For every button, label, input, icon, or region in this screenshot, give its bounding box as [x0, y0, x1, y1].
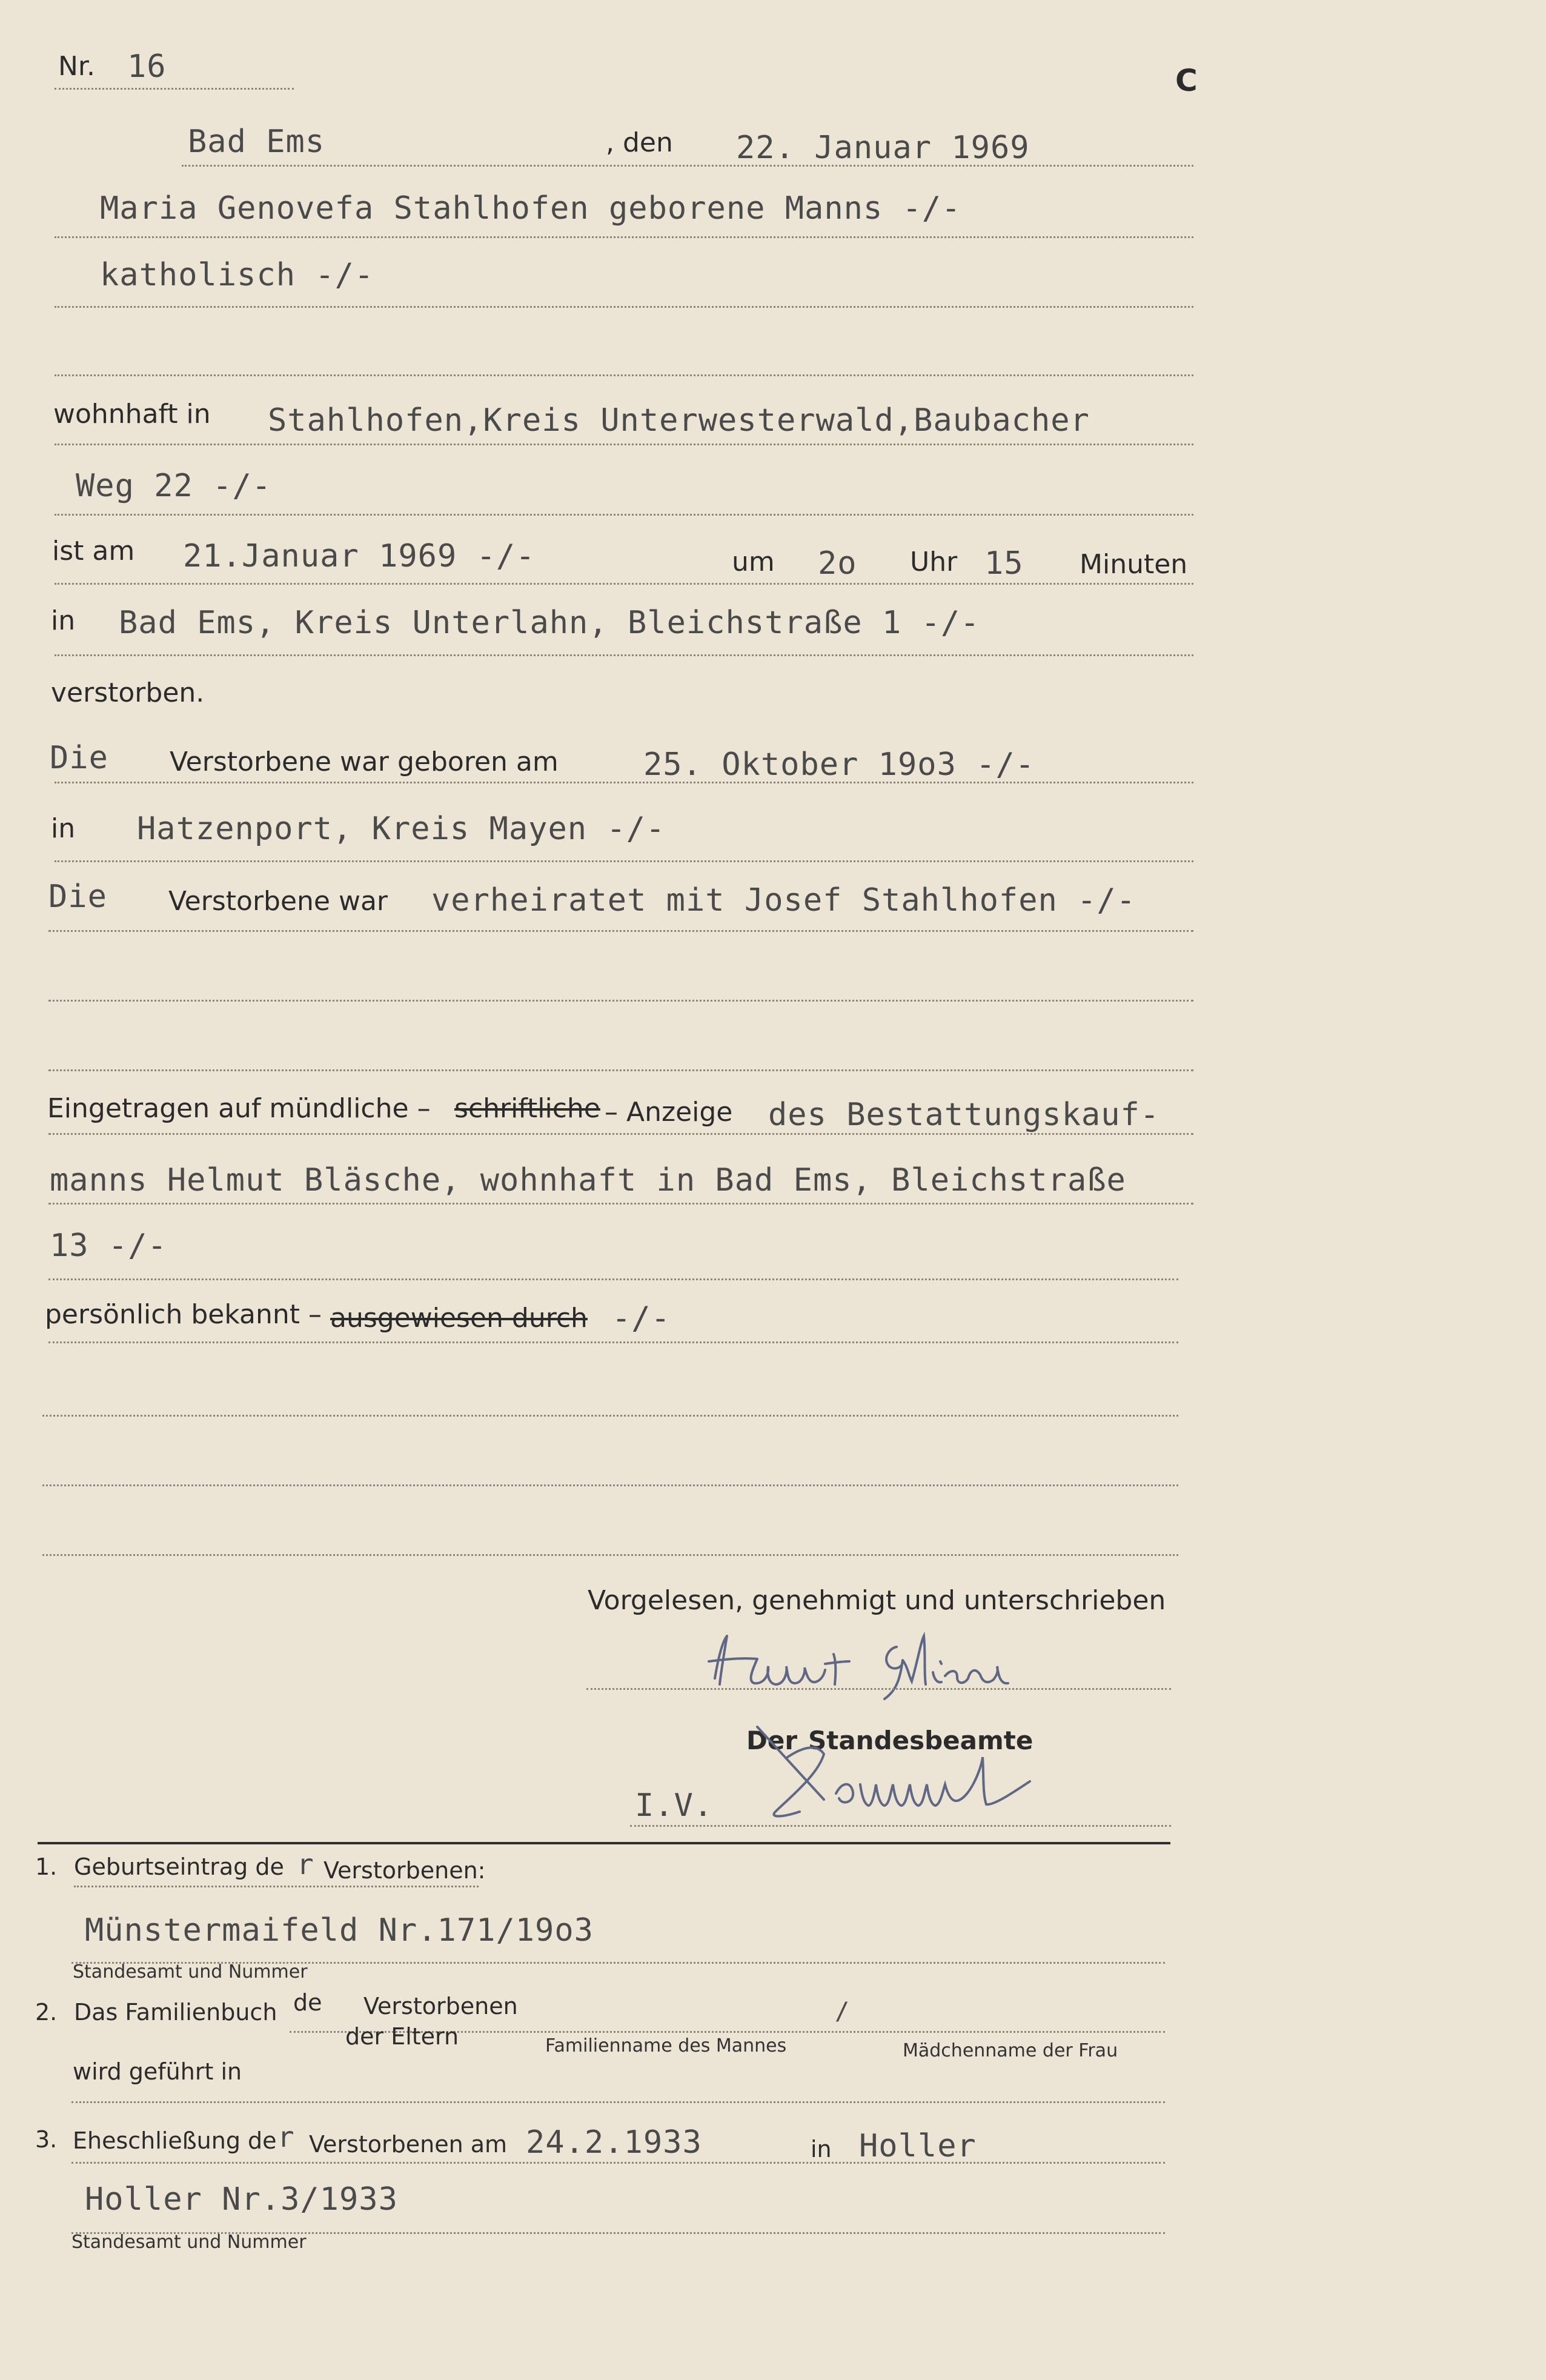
residence-line2: Weg 22 -/-: [76, 468, 272, 504]
item2-eltern: der Eltern: [345, 2023, 459, 2050]
residence-label: wohnhaft in: [53, 399, 211, 430]
death-minutes: 15: [984, 545, 1024, 582]
registration-line-2: [48, 1203, 1193, 1205]
uhr-label: Uhr: [910, 547, 958, 577]
item1-label-line: [74, 1886, 479, 1887]
item2-de: de: [293, 1989, 322, 2016]
birth-geboren-label: Verstorbene war geboren am: [170, 746, 559, 777]
item2-slash: /: [835, 1998, 851, 2026]
birth-place: Hatzenport, Kreis Mayen -/-: [137, 811, 666, 847]
eingetragen-label: Eingetragen auf mündliche –: [47, 1093, 431, 1124]
bekannt-label: persönlich bekannt –: [45, 1299, 322, 1330]
bekannt-line: [48, 1341, 1178, 1343]
minuten-label: Minuten: [1080, 549, 1188, 580]
religion-line: [55, 306, 1193, 308]
birth-date-line: [55, 782, 1193, 783]
den-label: , den: [606, 127, 673, 158]
blank-line-4: [42, 1415, 1178, 1417]
item2-gefuehrt: wird geführt in: [73, 2058, 242, 2085]
item3-value: Holler Nr.3/1933: [85, 2181, 398, 2218]
item2-frau: Mädchenname der Frau: [903, 2040, 1118, 2061]
death-hour: 2o: [818, 545, 857, 582]
um-label: um: [732, 547, 775, 577]
registrar-signature: [745, 1721, 1084, 1830]
header-place: Bad Ems: [188, 124, 325, 160]
status-line: [48, 930, 1193, 932]
informant-line3: 13 -/-: [50, 1228, 167, 1264]
item1-number: 1.: [35, 1853, 58, 1880]
anzeige-label: – Anzeige: [605, 1097, 733, 1128]
item1-sub: Standesamt und Nummer: [73, 1961, 308, 1983]
death-time-line: [55, 583, 1193, 585]
residence-line-1: [55, 444, 1193, 445]
item2-mannes: Familienname des Mannes: [545, 2035, 787, 2056]
marital-status: verheiratet mit Josef Stahlhofen -/-: [431, 882, 1136, 919]
der-label: Der: [746, 1726, 798, 1755]
item3-label-a: Eheschließung de: [73, 2127, 277, 2154]
item3-line: [71, 2162, 1165, 2164]
status-die-label: Die: [48, 879, 107, 915]
blank-line-1: [55, 374, 1193, 376]
blank-line-5: [42, 1484, 1178, 1486]
blank-line-2: [48, 1000, 1193, 1002]
item3-label-b: Verstorbenen am: [309, 2131, 508, 2158]
informant-signature: [691, 1624, 1066, 1703]
deceased-religion: katholisch -/-: [100, 257, 374, 293]
item2-number: 2.: [35, 1999, 58, 2026]
item2-label: Das Familienbuch: [74, 1999, 277, 2026]
item2-gefuehrt-line: [71, 2101, 1165, 2103]
header-date: 22. Januar 1969: [736, 130, 1030, 166]
informant-line1: des Bestattungskauf-: [768, 1097, 1160, 1133]
death-in-label: in: [51, 605, 76, 636]
birth-in-label: in: [51, 813, 76, 844]
bekannt-value: -/-: [612, 1300, 671, 1337]
birth-place-line: [55, 860, 1193, 862]
name-line: [55, 236, 1193, 238]
ausgewiesen-struck: ausgewiesen durch: [330, 1303, 588, 1334]
nr-line: [55, 88, 294, 90]
birth-date: 25. Oktober 19o3 -/-: [643, 746, 1035, 783]
item1-label-b: Verstorbenen:: [323, 1857, 486, 1884]
item3-place: Holler: [859, 2128, 977, 2164]
death-place: Bad Ems, Kreis Unterlahn, Bleichstraße 1 -/-: [119, 605, 980, 641]
item3-sub: Standesamt und Nummer: [71, 2232, 307, 2253]
residence-line-2: [55, 514, 1193, 516]
registration-line-1: [48, 1133, 1193, 1135]
header-line: [182, 165, 1193, 167]
schriftliche-struck: schriftliche: [454, 1093, 600, 1124]
blank-line-3: [48, 1069, 1193, 1071]
vorgelesen-text: Vorgelesen, genehmigt und unterschrieben: [588, 1585, 1166, 1616]
corner-letter: C: [1175, 63, 1198, 98]
registrar-signature-line: [630, 1825, 1171, 1827]
nr-label: Nr.: [58, 51, 95, 82]
informant-line2: manns Helmut Bläsche, wohnhaft in Bad Ems, Bleichstraße: [50, 1162, 1126, 1198]
death-date: 21.Januar 1969 -/-: [183, 538, 536, 574]
item3-number: 3.: [35, 2126, 58, 2153]
residence-line1: Stahlhofen,Kreis Unterwesterwald,Baubacher: [268, 402, 1090, 439]
verstorben-label: verstorben.: [51, 677, 205, 708]
item1-label-r: r: [297, 1848, 314, 1881]
item2-verstorbenen: Verstorbenen: [363, 1993, 518, 2019]
nr-value: 16: [127, 48, 167, 85]
item1-label-a: Geburtseintrag de: [74, 1853, 284, 1880]
status-war-label: Verstorbene war: [168, 886, 388, 917]
birth-die-label: Die: [50, 740, 108, 776]
standesbeamte-label: Standesbeamte: [808, 1726, 1033, 1755]
informant-signature-line: [586, 1688, 1171, 1690]
item1-value: Münstermaifeld Nr.171/19o3: [85, 1912, 594, 1949]
ist-am-label: ist am: [52, 536, 135, 567]
blank-line-6: [42, 1554, 1178, 1556]
section-divider: [38, 1842, 1170, 1844]
item3-in: in: [811, 2136, 832, 2162]
registration-line-3: [48, 1278, 1178, 1280]
item3-date: 24.2.1933: [526, 2124, 702, 2161]
iv-label: I.V.: [635, 1787, 714, 1824]
item3-label-r: r: [277, 2121, 295, 2153]
death-place-line: [55, 654, 1193, 656]
deceased-name: Maria Genovefa Stahlhofen geborene Manns -/-: [100, 190, 961, 227]
